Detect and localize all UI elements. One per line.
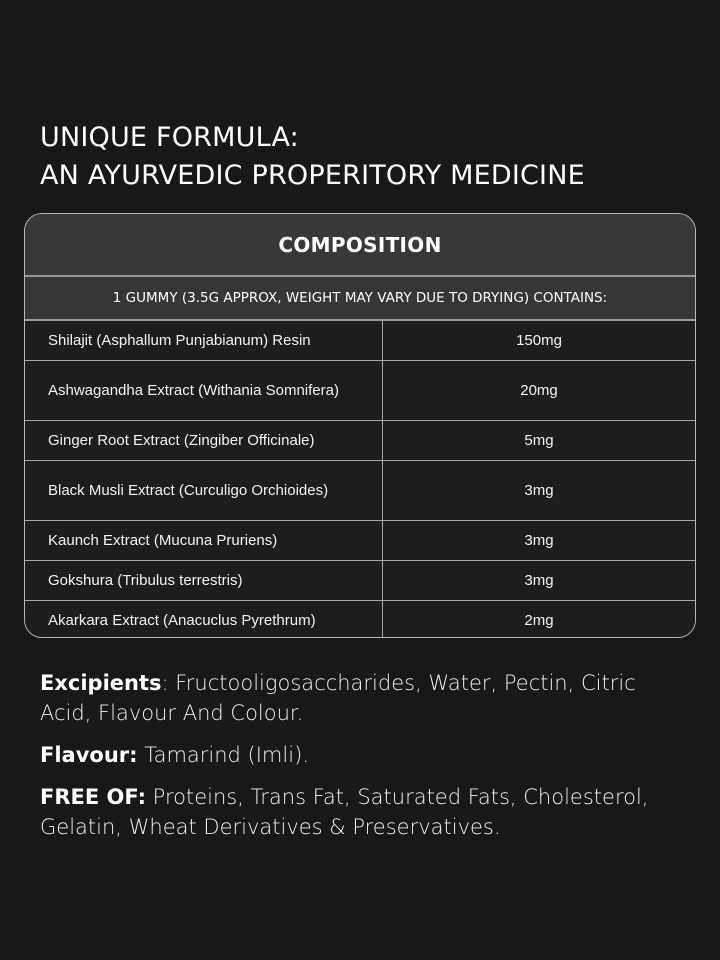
composition-header: COMPOSITION <box>25 214 695 277</box>
ingredient-name: Shilajit (Asphallum Punjabianum) Resin <box>25 321 383 360</box>
free-of-text: Proteins, Trans Fat, Saturated Fats, Cholesterol, Gelatin, Wheat Derivatives & Preservatives. <box>40 785 649 839</box>
flavour-note <box>40 740 680 770</box>
excipients-label: Excipients <box>40 671 162 695</box>
table-row <box>25 461 695 521</box>
ingredient-qty: 2mg <box>524 612 554 629</box>
composition-subheader: 1 GUMMY (3.5G APPROX, WEIGHT MAY VARY DUE TO DRYING) CONTAINS: <box>25 277 695 321</box>
ingredient-name: Ashwagandha Extract (Withania Somnifera) <box>25 361 383 420</box>
table-row <box>25 421 695 461</box>
free-of-note <box>40 782 680 842</box>
table-row <box>25 321 695 361</box>
ingredient-name: Gokshura (Tribulus terrestris) <box>25 561 383 600</box>
free-of-label: FREE OF: <box>40 785 146 809</box>
excipients-text: : Fructooligosaccharides, Water, Pectin, Citric Acid, Flavour And Colour. <box>40 671 636 725</box>
ingredient-name: Black Musli Extract (Curculigo Orchioides) <box>25 461 383 520</box>
product-notes <box>40 668 680 854</box>
ingredient-qty: 3mg <box>524 482 554 499</box>
ingredient-qty: 20mg <box>520 382 558 399</box>
table-row <box>25 601 695 638</box>
table-row <box>25 521 695 561</box>
table-row <box>25 361 695 421</box>
ingredient-qty: 3mg <box>524 572 554 589</box>
excipients-note <box>40 668 680 728</box>
ingredient-name: Kaunch Extract (Mucuna Pruriens) <box>25 521 383 560</box>
title-line-1: UNIQUE FORMULA: <box>40 122 299 153</box>
ingredient-qty: 3mg <box>524 532 554 549</box>
composition-table <box>24 213 696 638</box>
ingredient-qty: 150mg <box>516 332 562 349</box>
ingredient-name: Ginger Root Extract (Zingiber Officinale) <box>25 421 383 460</box>
flavour-text: Tamarind (Imli). <box>137 743 309 767</box>
ingredient-name: Akarkara Extract (Anacuclus Pyrethrum) <box>25 601 383 638</box>
page-title <box>40 119 585 195</box>
table-row <box>25 561 695 601</box>
title-line-2: AN AYURVEDIC PROPERITORY MEDICINE <box>40 160 585 191</box>
composition-rows <box>25 321 695 638</box>
flavour-label: Flavour: <box>40 743 138 767</box>
ingredient-qty: 5mg <box>524 432 554 449</box>
